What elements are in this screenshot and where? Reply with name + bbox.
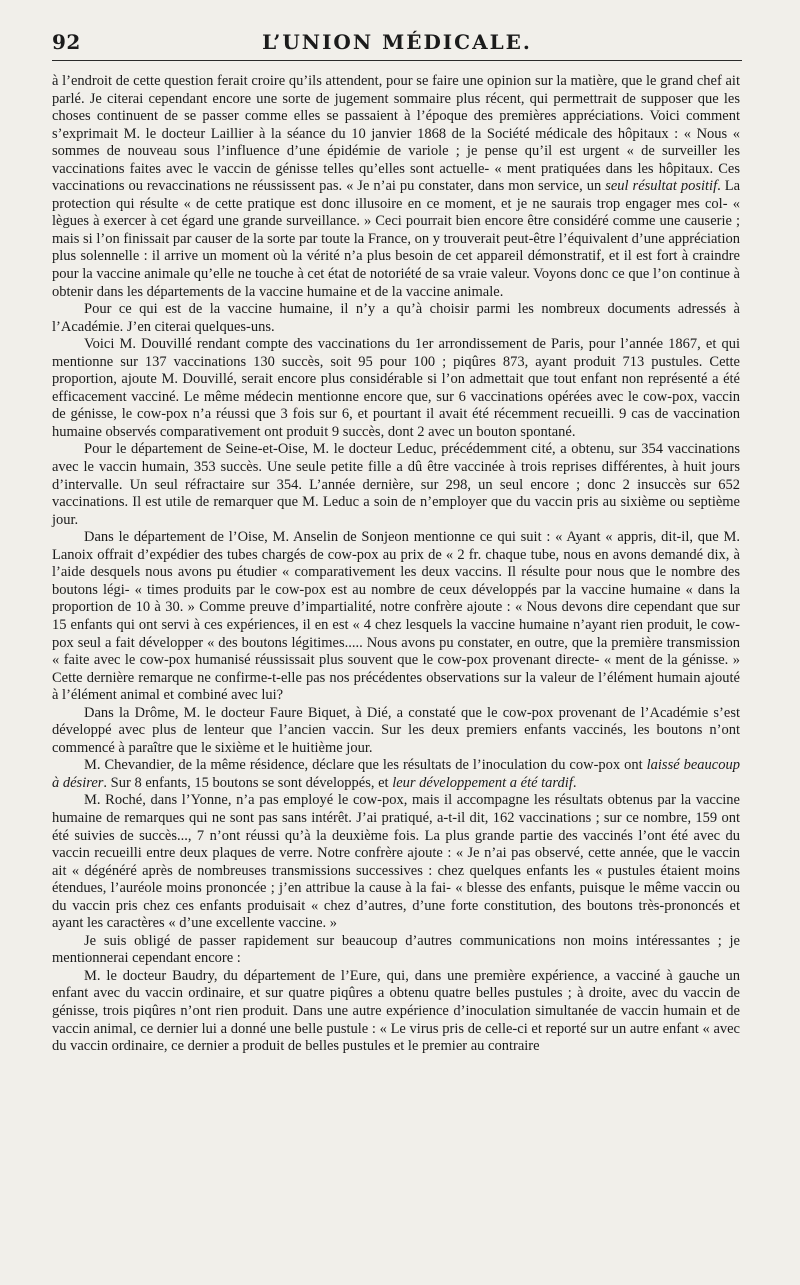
running-head [52,30,742,60]
paragraph [52,968,740,1056]
paragraph [52,705,740,758]
italic-text: leur développement a été tardif [392,774,573,791]
paragraph [52,73,740,301]
paragraph-text: Dans la Drôme, M. le docteur Faure Biquet, à Dié, a constaté que le cow-pox provenant de l’Académie s’est développé avec plus de lenteur que l’ancien vaccin. Sur les deux premiers enfants vaccinés, les boutons n’ont commencé à paraître que le sixième et le huitième jour. [52,704,740,756]
italic-text: seul résultat positif [605,178,718,195]
article-body [52,73,740,1056]
paragraph-text: Je suis obligé de passer rapidement sur beaucoup d’autres communications non moins intéressantes ; je mentionnerai cependant encore : [52,932,740,967]
paragraph [52,933,740,968]
paragraph [52,336,740,441]
paragraph-text: Dans le département de l’Oise, M. Anselin de Sonjeon mentionne ce qui suit : « Ayant « appris, dit-il, que M. Lanoix offrait d’expédier des tubes chargés de cow-pox au prix de « 2 fr. chaque tube, nous en avons demandé dix, à l’aide desquels nous avons pu étudier « comparativement les deux vaccins. Il résulte pour nous que le nombre des boutons légi- « times produits par le cow-pox est au nombre de ceux développés par la vaccine humaine « dans la proportion de 10 à 30. » Comme preuve d’impartialité, notre confrère ajoute : « Nous devons dire cependant que sur 15 enfants qui ont servi à ces expériences, il en est « 4 chez lesquels la vaccine humaine n’ayant rien produit, le cow-pox seul a fait développer « des boutons légitimes..... Nous avons pu constater, en outre, que la première transmission « faite avec le cow-pox humanisé réussissait plus souvent que le cow-pox provenant directe- « ment de la génisse. » Cette dernière remarque ne confirme-t-elle pas nos précédentes observations sur la valeur de l’élément humain ajouté à l’élément animal et combiné avec lui? [52,529,740,704]
paragraph-text: Pour le département de Seine-et-Oise, M. le docteur Leduc, précédemment cité, a obtenu, sur 354 vaccinations avec le vaccin humain, 353 succès. Une seule petite fille a dû être vaccinée à trois reprises différentes, à huit jours d’intervalle. Un seul réfractaire sur 354. L’année dernière, sur 298, un seul encore ; donc 2 insuccès sur 652 vaccinations. Il est utile de remarquer que M. Leduc a soin de n’employer que du vaccin pris au sixième ou septième jour. [52,441,740,528]
paragraph [52,441,740,529]
paragraph-text: Voici M. Douvillé rendant compte des vaccinations du 1er arrondissement de Paris, pour l’année 1867, et qui mentionne sur 137 vaccinations 130 succès, soit 95 pour 100 ; piqûres 873, ayant produit 713 pustules. Cette proportion, ajoute M. Douvillé, serait encore plus considérable si l’on admettait que tout enfant non représenté a été efficacement vacciné. Le même médecin mentionne encore que, sur 6 vaccinations opérées avec le cow-pox, vaccin de génisse, le cow-pox n’a réussi que 3 fois sur 6, et pourtant il avait été récemment recueilli. 9 cas de vaccination humaine observés comparativement ont produit 9 succès, dont 2 avec un bouton spontané. [52,336,740,440]
paragraph-text: . La protection qui résulte « de cette pratique est donc illusoire en ce moment, et je ne saurais trop engager mes col- « lègues à exercer à cet égard une grande surveillance. » Ceci pourrait bien encore être considéré comme une causerie ; mais si l’on finissait par causer de la sorte par toute la France, on y trouverait peut-être l’équivalent d’une appréciation plus solennelle : il arrive un moment où la vérité n’a plus besoin de cet appareil démonstratif, et il est fort à craindre pour la vaccine animale qu’elle ne touche à cet état de notoriété de sa vraie valeur. Voyons donc ce que l’on continue à obtenir dans les départements de la vaccine humaine et de la vaccine animale. [52,178,741,300]
italic-text: laissé beaucoup à désirer [52,757,740,791]
paragraph [52,792,740,932]
paragraph-text: M. le docteur Baudry, du département de l’Eure, qui, dans une première expérience, a vacciné à gauche un enfant avec du vaccin ordinaire, et sur quatre piqûres a obtenu quatre belles pustules ; à droite, avec du vaccin de génisse, trois piqûres n’ont rien produit. Dans une autre expérience d’inoculation simultanée de vaccin humain et de vaccin animal, ce dernier lui a donné une belle pustule : « Le virus pris de celle-ci et reporté sur un autre enfant « avec du vaccin ordinaire, ce dernier a produit de belles pustules et le premier au contraire [52,967,740,1055]
header-rule [52,60,742,61]
paragraph-text: à l’endroit de cette question ferait croire qu’ils attendent, pour se faire une opinion sur la matière, que le grand chef ait parlé. Je citerai cependant encore une sorte de jugement sommaire plus récent, qui permettrait de supposer que les choses continuent de se passer comme elles se passaient à l’époque des premières appréciations. Voici comment s’exprimait M. le docteur Laillier à la séance du 10 janvier 1868 de la Société médicale des hôpitaux : « Nous « sommes de nouveau sous l’influence d’une épidémie de variole ; je pense qu’il est urgent « de surveiller les vaccinations faites avec le vaccin de génisse telles qu’elles sont actuelle- « ment pratiquées dans les hôpitaux. Ces vaccinations ou revaccinations ne réussissent pas. « Je n’ai pu constater, dans mon service, un [52,73,740,195]
paragraph-text: . Sur 8 enfants, 15 boutons se sont développés, et [103,774,393,791]
paragraph-text: Pour ce qui est de la vaccine humaine, il n’y a qu’à choisir parmi les nombreux documents adressés à l’Académie. J’en citerai quelques-uns. [52,301,740,335]
paragraph [52,757,740,792]
journal-title: L’UNION MÉDICALE. [262,30,532,54]
page-number: 92 [52,30,81,54]
paragraph-text: . [572,774,577,791]
paragraph-text: M. Chevandier, de la même résidence, déclare que les résultats de l’inoculation du cow-pox ont [84,757,647,774]
paragraph-text: M. Roché, dans l’Yonne, n’a pas employé le cow-pox, mais il accompagne les résultats obtenus par la vaccine humaine de remarques qui ne sont pas sans intérêt. J’ai pratiqué, a-t-il dit, 162 vaccinations ; sur ce nombre, 159 ont été suivies de succès..., 7 n’ont réussi qu’à la deuxième fois. La plus grande partie des vaccinés l’ont été avec du vaccin recueilli entre deux plaques de verre. Notre confrère ajoute : « Je n’ai pas observé, cette année, que le vaccin ait « dégénéré après de nombreuses transmissions successives : chez quelques enfants les « pustules étaient moins étendues, l’auréole moins prononcée ; j’en attribue la cause à la fai- « blesse des enfants, puisque le même vaccin ou du vaccin pris chez ces enfants produisait « chez d’autres, d’une forte constitution, des boutons très-prononcés et ayant les caractères « d’une excellente vaccine. » [52,792,740,932]
paragraph [52,529,740,704]
paragraph [52,301,740,336]
